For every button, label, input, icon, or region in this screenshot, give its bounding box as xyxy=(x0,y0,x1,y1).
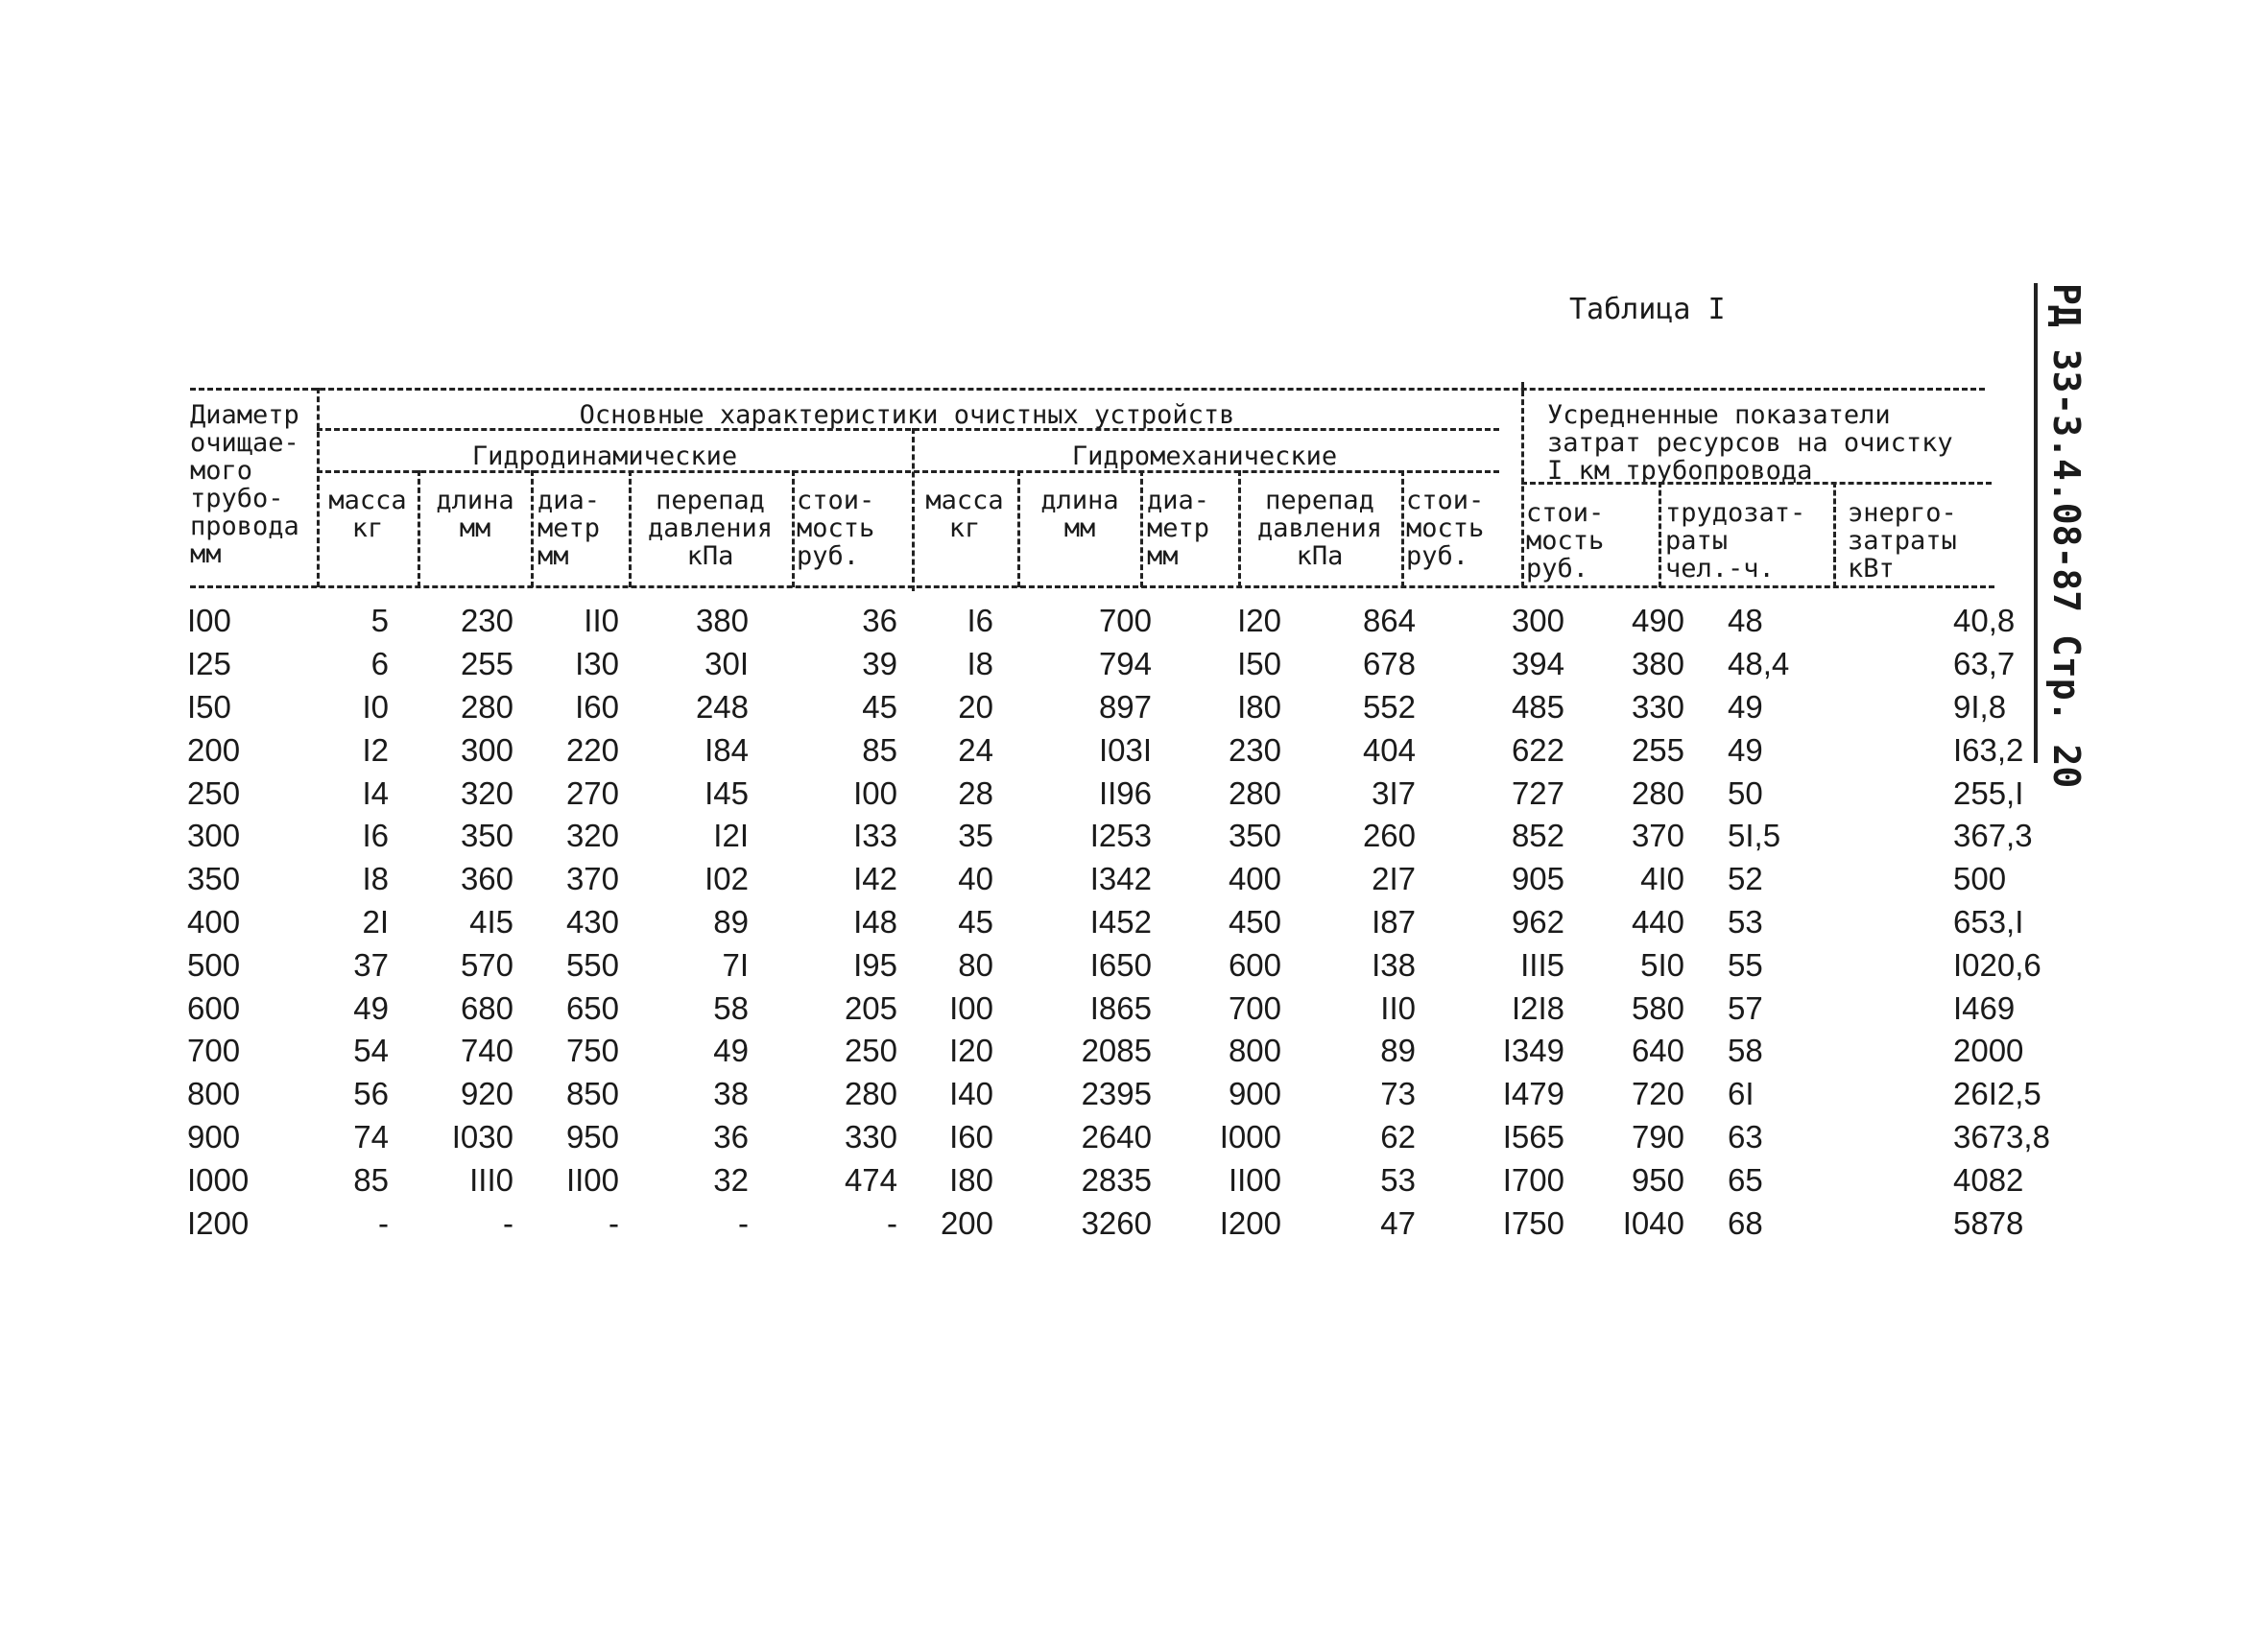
table-cell: I700 xyxy=(1502,1161,1564,1198)
table-cell: 36 xyxy=(862,603,897,639)
table-cell: 474 xyxy=(844,1161,897,1198)
table-cell: 2640 xyxy=(1081,1118,1152,1155)
table-cell: 678 xyxy=(1362,646,1416,682)
table-cell: 394 xyxy=(1511,646,1564,682)
table-cell: 750 xyxy=(565,1033,619,1069)
table-cell: 45 xyxy=(862,688,897,725)
table-cell: 404 xyxy=(1362,731,1416,768)
table-cell: 600 xyxy=(1228,946,1281,983)
rule-v-diameter xyxy=(317,388,320,587)
table-row xyxy=(187,728,2131,772)
table-cell: I452 xyxy=(1089,903,1152,940)
table-cell: 63 xyxy=(1728,1118,1763,1155)
table-cell: 570 xyxy=(460,946,513,983)
rule-v-average-group xyxy=(1521,382,1524,587)
table-cell: 20 xyxy=(958,688,993,725)
table-cell: 58 xyxy=(1728,1033,1763,1069)
table-cell: 57 xyxy=(1728,989,1763,1026)
table-cell: 45 xyxy=(958,903,993,940)
header-hydromechanical: Гидромеханические xyxy=(1071,441,1338,471)
table-cell: 250 xyxy=(187,774,241,811)
table-cell: I60 xyxy=(575,688,619,725)
table-cell: 260 xyxy=(1362,818,1416,854)
table-cell: I200 xyxy=(187,1204,250,1241)
table-cell: 89 xyxy=(713,903,749,940)
rule-v-dia-2 xyxy=(1238,470,1241,587)
table-cell: I030 xyxy=(451,1118,513,1155)
table-cell: I87 xyxy=(1372,903,1416,940)
table-title: Таблица I xyxy=(1569,293,1726,326)
table-cell: - xyxy=(378,1204,389,1241)
table-cell: 5I0 xyxy=(1640,946,1684,983)
table-cell: 270 xyxy=(565,774,619,811)
table-cell: I040 xyxy=(1622,1204,1684,1241)
table-cell: 3I7 xyxy=(1372,774,1416,811)
table-cell: 4I5 xyxy=(469,903,513,940)
table-cell: I02 xyxy=(704,861,749,897)
table-cell: 230 xyxy=(460,603,513,639)
table-cell: 52 xyxy=(1728,861,1763,897)
table-cell: 40,8 xyxy=(1953,603,2016,639)
header-diameter-col-2: диа- метр мм xyxy=(1147,486,1210,571)
table-cell: 48,4 xyxy=(1728,646,1790,682)
table-cell: I342 xyxy=(1089,861,1152,897)
table-cell: - xyxy=(738,1204,749,1241)
table-cell: 7I xyxy=(722,946,749,983)
header-mass: масса кг xyxy=(328,486,407,543)
table-cell: I20 xyxy=(1237,603,1281,639)
table-cell: 950 xyxy=(565,1118,619,1155)
table-cell: 49 xyxy=(353,989,389,1026)
rule-v-mass xyxy=(418,470,420,587)
table-cell: I33 xyxy=(853,818,897,854)
rule-v-length xyxy=(531,470,534,587)
table-cell: 85 xyxy=(353,1161,389,1198)
table-cell: 24 xyxy=(958,731,993,768)
header-pressure: перепад давления кПа xyxy=(647,486,774,571)
table-row xyxy=(187,815,2131,858)
table-cell: 49 xyxy=(713,1033,749,1069)
table-cell: 2835 xyxy=(1081,1161,1152,1198)
table-cell: 4I0 xyxy=(1640,861,1684,897)
table-cell: 280 xyxy=(844,1076,897,1112)
table-cell: 962 xyxy=(1511,903,1564,940)
table-cell: I50 xyxy=(1237,646,1281,682)
table-cell: II0 xyxy=(1380,989,1416,1026)
table-cell: 73 xyxy=(1380,1076,1416,1112)
table-cell: - xyxy=(503,1204,513,1241)
table-cell: 727 xyxy=(1511,774,1564,811)
table-cell: I00 xyxy=(949,989,993,1026)
table-cell: 800 xyxy=(187,1076,241,1112)
table-cell: I0 xyxy=(362,688,389,725)
table-cell: I80 xyxy=(949,1161,993,1198)
table-cell: 36 xyxy=(713,1118,749,1155)
rule-v-avg-cost xyxy=(1659,482,1661,587)
table-cell: 280 xyxy=(1228,774,1281,811)
data-table xyxy=(187,600,2131,1245)
table-cell: 380 xyxy=(1631,646,1684,682)
table-cell: 650 xyxy=(565,989,619,1026)
table-cell: 580 xyxy=(1631,989,1684,1026)
header-cost: стои- мость руб. xyxy=(797,486,875,571)
table-cell: I25 xyxy=(187,646,231,682)
table-cell: 700 xyxy=(1228,989,1281,1026)
table-cell: 2085 xyxy=(1081,1033,1152,1069)
table-cell: 30I xyxy=(704,646,749,682)
table-cell: 500 xyxy=(1953,861,2007,897)
table-cell: 920 xyxy=(460,1076,513,1112)
table-cell: 68 xyxy=(1728,1204,1763,1241)
header-labor: трудозат- раты чел.-ч. xyxy=(1665,498,1806,583)
table-cell: 430 xyxy=(565,903,619,940)
table-cell: I2 xyxy=(362,731,389,768)
header-diameter-col: диа- метр мм xyxy=(537,486,601,571)
table-cell: I38 xyxy=(1372,946,1416,983)
table-cell: 47 xyxy=(1380,1204,1416,1241)
table-cell: 255,I xyxy=(1953,774,2024,811)
table-row xyxy=(187,943,2131,987)
table-cell: 200 xyxy=(187,731,241,768)
table-cell: I865 xyxy=(1089,989,1152,1026)
table-cell: 40 xyxy=(958,861,993,897)
table-cell: 370 xyxy=(1631,818,1684,854)
table-cell: 550 xyxy=(565,946,619,983)
table-cell: 900 xyxy=(187,1118,241,1155)
table-cell: 53 xyxy=(1728,903,1763,940)
header-main-group: Основные характеристики очистных устройств xyxy=(579,400,1235,430)
table-cell: - xyxy=(887,1204,897,1241)
table-cell: 2I7 xyxy=(1372,861,1416,897)
table-cell: 280 xyxy=(460,688,513,725)
table-cell: 552 xyxy=(1362,688,1416,725)
table-cell: I48 xyxy=(853,903,897,940)
table-cell: 905 xyxy=(1511,861,1564,897)
table-cell: 220 xyxy=(565,731,619,768)
table-cell: I2I xyxy=(713,818,749,854)
table-cell: 89 xyxy=(1380,1033,1416,1069)
table-cell: 53 xyxy=(1380,1161,1416,1198)
table-cell: 400 xyxy=(1228,861,1281,897)
rule-v-labor xyxy=(1833,482,1836,587)
side-document-code: РД 33-3.4.08-87 Стр. 20 xyxy=(2034,283,2088,763)
table-cell: 950 xyxy=(1631,1161,1684,1198)
table-cell: 3260 xyxy=(1081,1204,1152,1241)
table-cell: I000 xyxy=(187,1161,250,1198)
table-cell: 255 xyxy=(460,646,513,682)
table-cell: 200 xyxy=(940,1204,993,1241)
table-cell: 350 xyxy=(1228,818,1281,854)
table-cell: II0 xyxy=(584,603,619,639)
table-cell: 62 xyxy=(1380,1118,1416,1155)
table-cell: I63,2 xyxy=(1953,731,2024,768)
table-row xyxy=(187,901,2131,944)
table-cell: 300 xyxy=(187,818,241,854)
table-cell: 653,I xyxy=(1953,903,2024,940)
rule-header-bottom xyxy=(190,585,1994,588)
table-cell: 56 xyxy=(353,1076,389,1112)
table-cell: I253 xyxy=(1089,818,1152,854)
rule-v-group-split xyxy=(912,428,915,591)
table-row xyxy=(187,1158,2131,1202)
table-cell: 55 xyxy=(1728,946,1763,983)
header-hydrodynamic: Гидродинамические xyxy=(471,441,738,471)
table-row xyxy=(187,772,2131,815)
table-cell: 700 xyxy=(187,1033,241,1069)
table-cell: 500 xyxy=(187,946,241,983)
table-cell: 320 xyxy=(460,774,513,811)
table-cell: 2000 xyxy=(1953,1033,2024,1069)
header-cost-2: стои- мость руб. xyxy=(1406,486,1485,571)
table-cell: 3673,8 xyxy=(1953,1118,2050,1155)
table-cell: 74 xyxy=(353,1118,389,1155)
table-cell: 35 xyxy=(958,818,993,854)
table-row xyxy=(187,686,2131,729)
table-cell: II96 xyxy=(1098,774,1152,811)
rule-v-length-2 xyxy=(1140,470,1143,587)
table-cell: 280 xyxy=(1631,774,1684,811)
table-cell: 640 xyxy=(1631,1033,1684,1069)
table-cell: 230 xyxy=(1228,731,1281,768)
table-cell: 900 xyxy=(1228,1076,1281,1112)
table-cell: 63,7 xyxy=(1953,646,2016,682)
table-cell: 600 xyxy=(187,989,241,1026)
table-row xyxy=(187,1202,2131,1245)
table-cell: 330 xyxy=(844,1118,897,1155)
table-cell: 4082 xyxy=(1953,1161,2024,1198)
table-cell: 58 xyxy=(713,989,749,1026)
table-cell: - xyxy=(609,1204,619,1241)
table-cell: 248 xyxy=(695,688,749,725)
rule-subgroups xyxy=(317,470,1499,473)
header-diameter: Диаметр очищае- мого трубо- провода мм xyxy=(190,400,299,569)
table-cell: I30 xyxy=(575,646,619,682)
table-cell: 300 xyxy=(1511,603,1564,639)
table-cell: I20 xyxy=(949,1033,993,1069)
table-cell: I750 xyxy=(1502,1204,1564,1241)
table-cell: 450 xyxy=(1228,903,1281,940)
table-cell: 5I,5 xyxy=(1728,818,1781,854)
table-cell: I000 xyxy=(1219,1118,1281,1155)
table-cell: 49 xyxy=(1728,731,1763,768)
table-cell: I42 xyxy=(853,861,897,897)
table-cell: I4 xyxy=(362,774,389,811)
table-cell: III5 xyxy=(1520,946,1564,983)
table-cell: 37 xyxy=(353,946,389,983)
table-cell: 740 xyxy=(460,1033,513,1069)
header-length: длина мм xyxy=(436,486,514,543)
table-cell: 54 xyxy=(353,1033,389,1069)
table-row xyxy=(187,1116,2131,1159)
table-row xyxy=(187,1030,2131,1073)
table-cell: I469 xyxy=(1953,989,2016,1026)
table-cell: I349 xyxy=(1502,1033,1564,1069)
table-cell: I6 xyxy=(362,818,389,854)
table-cell: 864 xyxy=(1362,603,1416,639)
header-pressure-2: перепад давления кПа xyxy=(1256,486,1383,571)
table-cell: I8 xyxy=(362,861,389,897)
table-cell: 250 xyxy=(844,1033,897,1069)
table-cell: II00 xyxy=(565,1161,619,1198)
table-cell: 39 xyxy=(862,646,897,682)
table-cell: I80 xyxy=(1237,688,1281,725)
table-cell: 5 xyxy=(370,603,389,639)
header-mass-2: масса кг xyxy=(925,486,1004,543)
table-cell: 622 xyxy=(1511,731,1564,768)
table-cell: 850 xyxy=(565,1076,619,1112)
table-cell: I50 xyxy=(187,688,231,725)
table-cell: 897 xyxy=(1098,688,1152,725)
header-average-group: Усредненные показатели затрат ресурсов на очистку I км трубопровода xyxy=(1547,400,1953,486)
table-cell: 85 xyxy=(862,731,897,768)
table-cell: 490 xyxy=(1631,603,1684,639)
table-cell: 320 xyxy=(565,818,619,854)
table-cell: 48 xyxy=(1728,603,1763,639)
header-energy: энерго- затраты кВт xyxy=(1848,498,1957,583)
table-cell: 800 xyxy=(1228,1033,1281,1069)
rule-top xyxy=(190,388,1985,391)
header-avg-cost: стои- мость руб. xyxy=(1526,498,1605,583)
table-cell: 50 xyxy=(1728,774,1763,811)
table-cell: I650 xyxy=(1089,946,1152,983)
table-cell: I40 xyxy=(949,1076,993,1112)
rule-main-group xyxy=(317,428,1499,431)
table-cell: III0 xyxy=(469,1161,513,1198)
table-cell: I60 xyxy=(949,1118,993,1155)
table-row xyxy=(187,1073,2131,1116)
table-cell: 5878 xyxy=(1953,1204,2024,1241)
table-cell: 6I xyxy=(1728,1076,1755,1112)
table-cell: 28 xyxy=(958,774,993,811)
table-cell: 300 xyxy=(460,731,513,768)
table-cell: I03I xyxy=(1098,731,1152,768)
table-cell: 350 xyxy=(460,818,513,854)
rule-v-pressure xyxy=(792,470,795,587)
table-cell: 2I xyxy=(362,903,389,940)
table-cell: 350 xyxy=(187,861,241,897)
table-cell: I45 xyxy=(704,774,749,811)
table-cell: 49 xyxy=(1728,688,1763,725)
table-cell: 400 xyxy=(187,903,241,940)
table-cell: 370 xyxy=(565,861,619,897)
table-cell: II00 xyxy=(1228,1161,1281,1198)
table-cell: 255 xyxy=(1631,731,1684,768)
rule-v-mass-2 xyxy=(1017,470,1020,587)
table-cell: 790 xyxy=(1631,1118,1684,1155)
table-cell: 205 xyxy=(844,989,897,1026)
table-cell: 380 xyxy=(695,603,749,639)
rule-average-group xyxy=(1521,482,1992,485)
table-cell: 32 xyxy=(713,1161,749,1198)
table-cell: 330 xyxy=(1631,688,1684,725)
table-cell: I6 xyxy=(967,603,993,639)
table-cell: 2395 xyxy=(1081,1076,1152,1112)
table-row xyxy=(187,600,2131,643)
rule-v-pressure-2 xyxy=(1401,470,1404,587)
table-cell: 680 xyxy=(460,989,513,1026)
table-cell: 38 xyxy=(713,1076,749,1112)
table-row xyxy=(187,987,2131,1030)
table-cell: I8 xyxy=(967,646,993,682)
table-cell: I2I8 xyxy=(1511,989,1564,1026)
table-cell: I020,6 xyxy=(1953,946,2041,983)
table-cell: 440 xyxy=(1631,903,1684,940)
table-cell: I00 xyxy=(187,603,231,639)
table-cell: I565 xyxy=(1502,1118,1564,1155)
table-cell: 65 xyxy=(1728,1161,1763,1198)
table-cell: I479 xyxy=(1502,1076,1564,1112)
table-cell: 360 xyxy=(460,861,513,897)
table-cell: I00 xyxy=(853,774,897,811)
table-cell: 6 xyxy=(370,646,389,682)
table-cell: I95 xyxy=(853,946,897,983)
table-cell: 367,3 xyxy=(1953,818,2033,854)
table-cell: 485 xyxy=(1511,688,1564,725)
header-length-2: длина мм xyxy=(1040,486,1119,543)
table-cell: 700 xyxy=(1098,603,1152,639)
table-cell: 80 xyxy=(958,946,993,983)
table-cell: 794 xyxy=(1098,646,1152,682)
table-row xyxy=(187,643,2131,686)
table-cell: 26I2,5 xyxy=(1953,1076,2041,1112)
table-row xyxy=(187,858,2131,901)
table-cell: 720 xyxy=(1631,1076,1684,1112)
rule-v-dia xyxy=(629,470,632,587)
table-cell: 9I,8 xyxy=(1953,688,2007,725)
table-cell: 852 xyxy=(1511,818,1564,854)
table-cell: I200 xyxy=(1219,1204,1281,1241)
table-cell: I84 xyxy=(704,731,749,768)
